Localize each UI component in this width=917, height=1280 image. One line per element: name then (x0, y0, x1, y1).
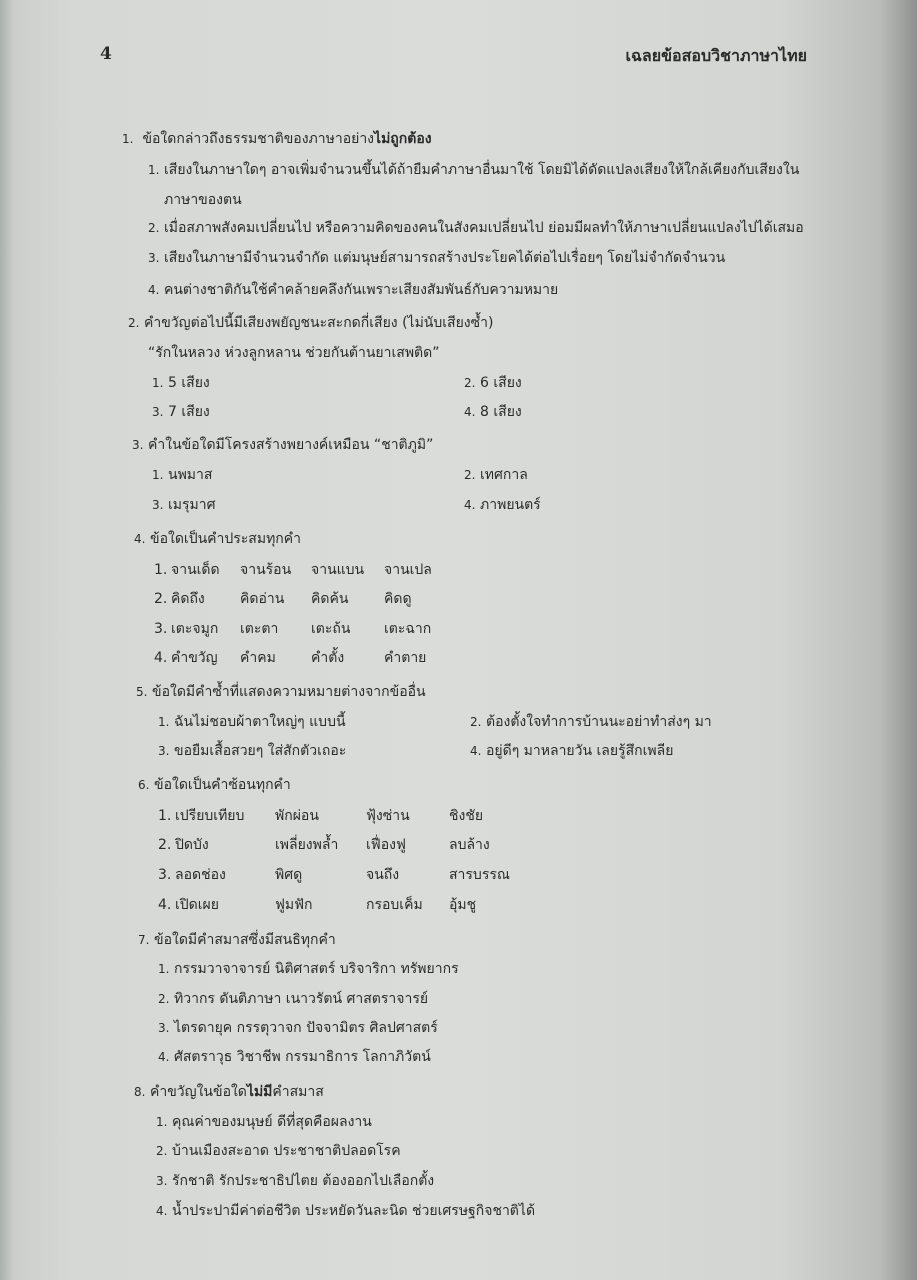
option-number: 4. (156, 1204, 168, 1218)
question-3 (132, 436, 433, 454)
q6-word: กรอบเค็ม (366, 897, 423, 913)
question-text: คำขวัญต่อไปนี้มีเสียงพยัญชนะสะกดกี่เสียง (ไม่นับเสียงซ้ำ) (144, 315, 494, 331)
option-text: นพมาส (168, 467, 213, 483)
option-number: 1. (158, 962, 170, 976)
q6-word: ปิดบัง (175, 837, 209, 853)
q4-word: จานเปล (384, 562, 432, 578)
q4-row-4-num: 4. (154, 650, 168, 666)
page-header-title: เฉลยข้อสอบวิชาภาษาไทย (625, 46, 807, 65)
question-number: 6. (138, 778, 150, 792)
q1-option-1 (148, 161, 799, 179)
option-text: คนต่างชาติกันใช้คำคล้ายคลึงกันเพราะเสียงสัมพันธ์กับความหมาย (164, 282, 559, 298)
option-number: 1. (156, 1115, 168, 1129)
question-text: ข้อใดเป็นคำซ้อนทุกคำ (154, 777, 291, 793)
option-text: กรรมวาจาจารย์ นิติศาสตร์ บริจาริกา ทรัพยากร (174, 961, 459, 977)
q7-option-3 (158, 1019, 438, 1037)
q7-option-2 (158, 990, 428, 1008)
option-text: เทศกาล (480, 467, 528, 483)
option-number: 4. (464, 405, 476, 419)
q5-option-4 (470, 742, 673, 760)
question-text: ข้อใดกล่าวถึงธรรมชาติของภาษาอย่าง (142, 131, 375, 147)
option-text: น้ำประปามีค่าต่อชีวิต ประหยัดวันละนิด ช่วยเศรษฐกิจชาติได้ (172, 1203, 536, 1219)
option-number: 3. (152, 498, 164, 512)
q1-option-2 (148, 219, 804, 237)
q6-word: อุ้มชู (449, 897, 477, 913)
q5-option-2 (470, 713, 712, 731)
q3-option-4 (464, 496, 541, 514)
q2-option-1 (152, 374, 210, 392)
question-6 (138, 776, 291, 794)
q4-word: จานแบน (311, 562, 365, 578)
question-4 (134, 530, 301, 548)
question-number: 2. (128, 316, 140, 330)
question-1 (122, 130, 432, 148)
q6-word: เฟื่องฟู (366, 837, 406, 853)
option-text: 6 เสียง (480, 375, 522, 391)
q2-quote: “รักในหลวง ห่วงลูกหลาน ช่วยกันต้านยาเสพติด” (148, 345, 440, 361)
q4-word: เตะถ้น (311, 621, 351, 637)
option-number: 4. (470, 744, 482, 758)
question-number: 5. (136, 685, 148, 699)
q4-word: คิดดู (384, 591, 412, 607)
q4-word: คิดถึง (171, 591, 205, 607)
option-number: 1. (148, 163, 160, 177)
page-number: 4 (100, 44, 112, 64)
q4-word: เตะตา (240, 621, 279, 637)
option-number: 3. (152, 405, 164, 419)
q6-word: ฟุ้งซ่าน (366, 808, 410, 824)
question-number: 8. (134, 1085, 146, 1099)
question-8 (134, 1083, 324, 1101)
q4-word: จานเด็ด (171, 562, 220, 578)
option-number: 1. (152, 376, 164, 390)
question-text: ข้อใดมีคำสมาสซึ่งมีสนธิทุกคำ (154, 932, 336, 948)
option-number: 3. (158, 1021, 170, 1035)
q2-option-2 (464, 374, 522, 392)
q3-option-2 (464, 466, 528, 484)
option-text: ทิวากร ดันติภาษา เนาวรัตน์ ศาสตราจารย์ (174, 991, 429, 1007)
q6-word: สารบรรณ (449, 867, 510, 883)
option-text: ภาษาของตน (164, 192, 242, 208)
question-7 (138, 931, 336, 949)
option-text: เมรุมาศ (168, 497, 216, 513)
q8-option-2 (156, 1142, 401, 1160)
q4-word: คิดค้น (311, 591, 349, 607)
question-text-emphasis: ไม่มี (246, 1084, 273, 1100)
option-text: ภาพยนตร์ (480, 497, 541, 513)
question-text: คำขวัญในข้อใด (150, 1084, 247, 1100)
q6-row-3-num: 3. (158, 867, 172, 883)
q6-row-4-num: 4. (158, 897, 172, 913)
option-text: เสียงในภาษาใดๆ อาจเพิ่มจำนวนขึ้นได้ถ้ายืมคำภาษาอื่นมาใช้ โดยมิได้ดัดแปลงเสียงให้ใกล้เคียงกับเสียงใน (164, 162, 800, 178)
q2-option-3 (152, 403, 210, 421)
option-text: ไตรดายุค กรรตุวาจก ปัจจามิตร ศิลปศาสตร์ (174, 1020, 438, 1036)
q6-word: พิศดู (275, 867, 303, 883)
option-text: เสียงในภาษามีจำนวนจำกัด แต่มนุษย์สามารถสร้างประโยคได้ต่อไปเรื่อยๆ โดยไม่จำกัดจำนวน (164, 250, 726, 266)
q6-row-2-num: 2. (158, 837, 172, 853)
q6-word: เปิดเผย (175, 897, 219, 913)
q6-word: เพลี่ยงพล้ำ (275, 837, 339, 853)
option-number: 4. (464, 498, 476, 512)
option-text: เมื่อสภาพสังคมเปลี่ยนไป หรือความคิดของคนในสังคมเปลี่ยนไป ย่อมมีผลทำให้ภาษาเปลี่ยนแปลงไปได้เสมอ (164, 220, 804, 236)
q4-row-3-num: 3. (154, 621, 168, 637)
q6-row-1-num: 1. (158, 808, 172, 824)
q6-word: ฟูมฟัก (275, 897, 313, 913)
option-text: ศัสตราวุธ วิชาชีพ กรรมาธิการ โลกาภิวัตน์ (174, 1049, 431, 1065)
question-2 (128, 314, 493, 332)
option-number: 2. (156, 1144, 168, 1158)
q1-option-1-cont (164, 191, 242, 209)
option-number: 2. (464, 376, 476, 390)
option-text: รักชาติ รักประชาธิปไตย ต้องออกไปเลือกตั้ง (172, 1173, 435, 1189)
q4-word: คิดอ่าน (240, 591, 285, 607)
q2-option-4 (464, 403, 522, 421)
question-number: 7. (138, 933, 150, 947)
q4-word: เตะจมูก (171, 621, 219, 637)
q5-option-1 (158, 713, 346, 731)
question-number: 4. (134, 532, 146, 546)
q4-word: เตะฉาก (384, 621, 432, 637)
q4-word: คำขวัญ (171, 650, 218, 666)
option-text: 8 เสียง (480, 404, 522, 420)
q1-option-4 (148, 281, 558, 299)
option-text: ฉันไม่ชอบผ้าตาใหญ่ๆ แบบนี้ (174, 714, 346, 730)
option-number: 2. (158, 992, 170, 1006)
q4-word: จานร้อน (240, 562, 292, 578)
question-text: ข้อใดเป็นคำประสมทุกคำ (150, 531, 302, 547)
option-text: ขอยืมเสื้อสวยๆ ใส่สักตัวเถอะ (174, 743, 347, 759)
q6-word: ลอดช่อง (175, 867, 226, 883)
option-number: 2. (464, 468, 476, 482)
option-text: คุณค่าของมนุษย์ ดีที่สุดคือผลงาน (172, 1114, 372, 1130)
question-text: คำสมาส (272, 1084, 324, 1100)
q6-word: พักผ่อน (275, 808, 319, 824)
q4-word: คำตาย (384, 650, 427, 666)
q7-option-1 (158, 960, 459, 978)
option-number: 2. (148, 221, 160, 235)
question-number: 1. (122, 132, 134, 146)
option-number: 1. (158, 715, 170, 729)
option-text: 5 เสียง (168, 375, 210, 391)
q4-row-1-num: 1. (154, 562, 168, 578)
q8-option-4 (156, 1202, 535, 1220)
q4-word: คำคม (240, 650, 276, 666)
option-text: อยู่ดีๆ มาหลายวัน เลยรู้สึกเพลีย (486, 743, 674, 759)
option-text: ต้องตั้งใจทำการบ้านนะอย่าทำส่งๆ มา (486, 714, 712, 730)
question-text: ข้อใดมีคำซ้ำที่แสดงความหมายต่างจากข้ออื่น (152, 684, 426, 700)
q3-option-3 (152, 496, 216, 514)
option-number: 1. (152, 468, 164, 482)
option-number: 3. (156, 1174, 168, 1188)
option-text: 7 เสียง (168, 404, 210, 420)
question-text: คำในข้อใดมีโครงสร้างพยางค์เหมือน “ชาติภูมิ” (148, 437, 434, 453)
option-number: 3. (158, 744, 170, 758)
question-number: 3. (132, 438, 144, 452)
question-5 (136, 683, 426, 701)
q8-option-3 (156, 1172, 434, 1190)
option-number: 4. (148, 283, 160, 297)
question-text-emphasis: ไม่ถูกต้อง (374, 131, 432, 147)
q6-word: จนถึง (366, 867, 400, 883)
q6-word: เปรียบเทียบ (175, 808, 245, 824)
q7-option-4 (158, 1048, 431, 1066)
option-text: บ้านเมืองสะอาด ประชาชาติปลอดโรค (172, 1143, 401, 1159)
q4-row-2-num: 2. (154, 591, 168, 607)
q6-word: ชิงชัย (449, 808, 484, 824)
option-number: 4. (158, 1050, 170, 1064)
q4-word: คำตั้ง (311, 650, 345, 666)
q8-option-1 (156, 1113, 372, 1131)
q3-option-1 (152, 466, 212, 484)
q1-option-3 (148, 249, 725, 267)
q6-word: ลบล้าง (449, 837, 490, 853)
q5-option-3 (158, 742, 346, 760)
option-number: 3. (148, 251, 160, 265)
option-number: 2. (470, 715, 482, 729)
